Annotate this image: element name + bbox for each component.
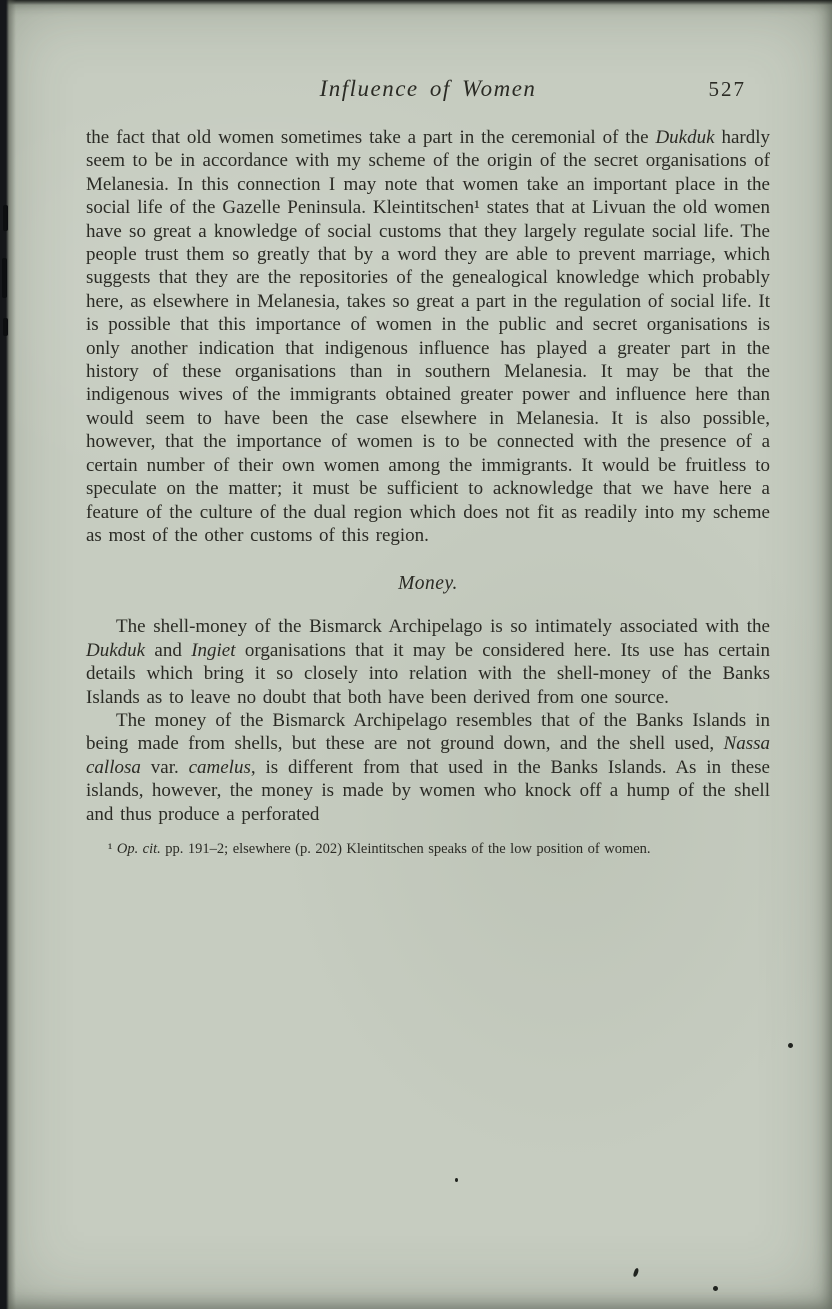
- page-content: [86, 76, 770, 858]
- text-run: The shell-money of the Bismarck Archipelago is so intimately associated with the: [116, 616, 770, 638]
- page-number: 527: [708, 77, 746, 101]
- italic-term-camelus: camelus: [188, 756, 251, 778]
- ink-speck: [455, 1178, 458, 1182]
- footnote-1: [86, 841, 770, 859]
- italic-term-op-cit: Op. cit.: [116, 840, 161, 857]
- paragraph-1: [86, 126, 770, 547]
- page-header: [86, 76, 770, 106]
- binding-speck: [3, 205, 8, 231]
- italic-term-dukduk: Dukduk: [86, 639, 146, 661]
- text-run: pp. 191–2; elsewhere (p. 202) Kleintitschen speaks of the low position of women.: [160, 840, 651, 857]
- text-run: var.: [140, 756, 189, 778]
- italic-term-nassa-callosa: Nassa callosa: [86, 733, 770, 778]
- section-heading-money: Money.: [398, 573, 458, 595]
- running-title: Influence of Women: [319, 76, 537, 101]
- text-run: organisations that it may be considered here. Its use has certain details which bring it so closely into relation with the shell-money of the Banks Islands as to leave no doubt that both have been derived from one source.: [86, 639, 770, 708]
- text-run: the fact that old women sometimes take a part in the ceremonial of the: [86, 127, 656, 148]
- binding-speck: [3, 318, 8, 336]
- binding-speck: [2, 258, 7, 298]
- footnote-marker: ¹: [108, 840, 117, 857]
- ink-speck: [633, 1268, 640, 1278]
- ink-speck: [788, 1043, 793, 1048]
- text-run: and: [145, 639, 192, 661]
- paragraph-3: [86, 709, 770, 826]
- page-top-edge-shadow: [0, 0, 832, 5]
- ink-speck: [713, 1286, 718, 1291]
- text-run: hardly seem to be in accordance with my scheme of the origin of the secret organisations of Melanesia. In this connection I may note that women take an important place in the social life of the Gazelle Peninsula. Kleintitschen¹ states that at Livuan the old women have so great a knowledge of social customs that they largely regulate social life. The people trust them so greatly that by a word they are able to prevent marriage, which suggests that they are the repositories of the genealogical knowledge which probably here, as elsewhere in Melanesia, takes so great a part in the regulation of social life. It is possible that this importance of women in the public and secret organisations is only another indication that indigenous influence has played a greater part in the history of these organisations than in southern Melanesia. It may be that the indigenous wives of the immigrants obtained greater power and influence here than would seem to have been the case elsewhere in Melanesia. It is also possible, however, that the importance of women is to be connected with the presence of a certain number of their own women among the immigrants. It would be fruitless to speculate on the matter; it must be sufficient to acknowledge that we have here a feature of the culture of the dual region which does not fit as readily into my scheme as most of the other customs of this region.: [86, 127, 770, 546]
- text-run: , is different from that used in the Banks Islands. As in these islands, however, the money is made by women who knock off a hump of the shell and thus produce a perforated: [86, 756, 770, 825]
- paragraph-2: [86, 615, 770, 709]
- italic-term-ingiet: Ingiet: [191, 639, 236, 661]
- text-run: The money of the Bismarck Archipelago resembles that of the Banks Islands in being made from shells, but these are not ground down, and the shell used,: [86, 709, 770, 755]
- italic-term-dukduk: Dukduk: [655, 127, 715, 148]
- binding-shadow: [0, 0, 16, 1309]
